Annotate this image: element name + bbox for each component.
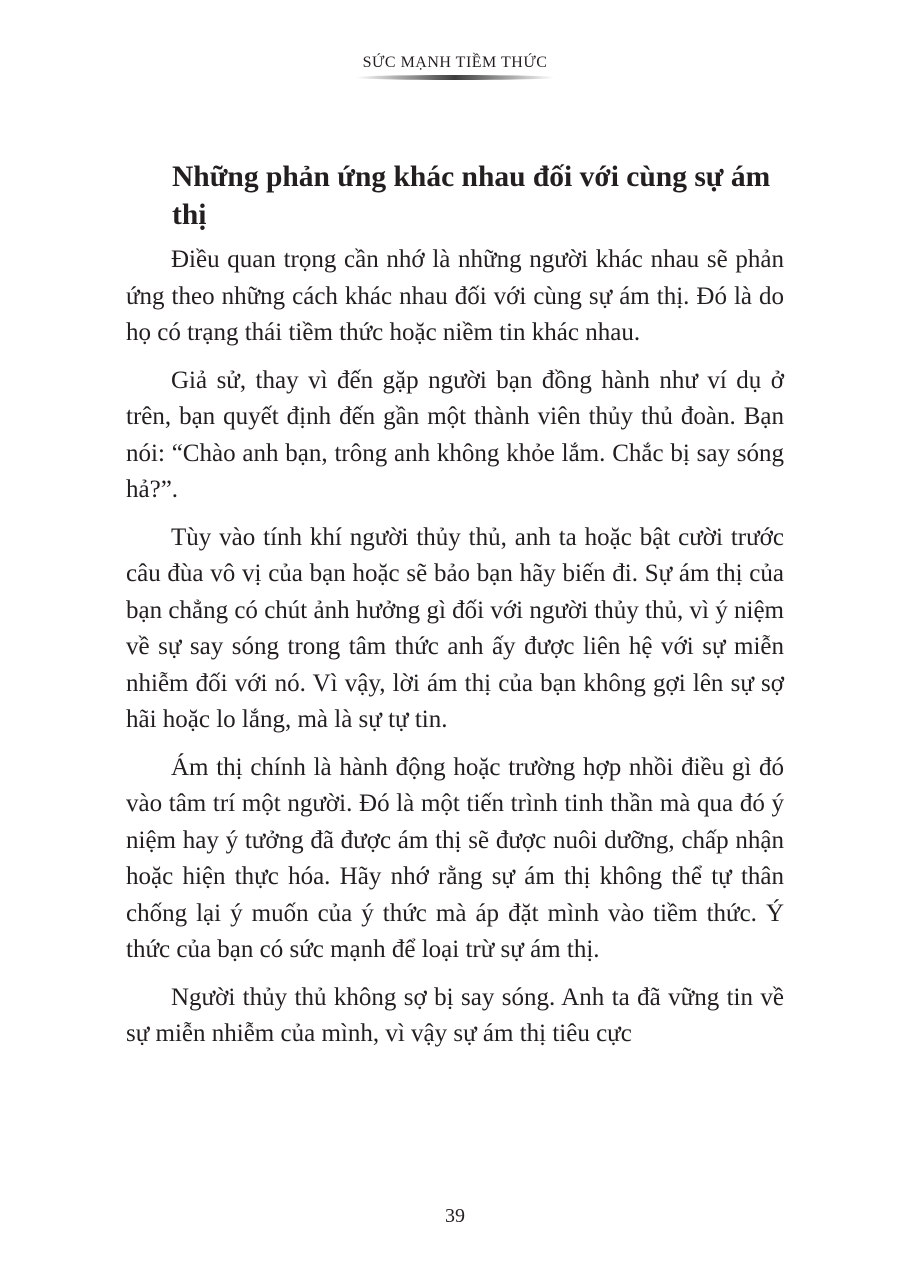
page-number: 39 xyxy=(445,1205,465,1227)
header-ornament-rule xyxy=(355,75,555,80)
page-body xyxy=(126,158,784,1064)
paragraph: Ám thị chính là hành động hoặc trường hợp nhồi điều gì đó vào tâm trí một người. Đó là một tiến trình tinh thần mà qua đó ý niệm hay ý tưởng đã được ám thị sẽ được nuôi dưỡng, chấp nhận hoặc hiện thực hóa. Hãy nhớ rằng sự ám thị không thể tự thân chống lại ý muốn của ý thức mà áp đặt mình vào tiềm thức. Ý thức của bạn có sức mạnh để loại trừ sự ám thị. xyxy=(126,753,784,963)
paragraph: Tùy vào tính khí người thủy thủ, anh ta hoặc bật cười trước câu đùa vô vị của bạn hoặc sẽ bảo bạn hãy biến đi. Sự ám thị của bạn chẳng có chút ảnh hưởng gì đối với người thủy thủ, vì ý niệm về sự say sóng trong tâm thức anh ấy được liên hệ với sự miễn nhiễm đối với nó. Vì vậy, lời ám thị của bạn không gợi lên sự sợ hãi hoặc lo lắng, mà là sự tự tin. xyxy=(126,523,784,733)
paragraph: Điều quan trọng cần nhớ là những người khác nhau sẽ phản ứng theo những cách khác nhau đối với cùng sự ám thị. Đó là do họ có trạng thái tiềm thức hoặc niềm tin khác nhau. xyxy=(126,246,784,346)
paragraph: Người thủy thủ không sợ bị say sóng. Anh ta đã vững tin về sự miễn nhiễm của mình, vì vậy sự ám thị tiêu cực xyxy=(126,983,784,1047)
section-heading: Những phản ứng khác nhau đối với cùng sự ám thị xyxy=(172,161,771,231)
paragraph: Giả sử, thay vì đến gặp người bạn đồng hành như ví dụ ở trên, bạn quyết định đến gần một thành viên thủy thủ đoàn. Bạn nói: “Chào anh bạn, trông anh không khỏe lắm. Chắc bị say sóng hả?”. xyxy=(126,366,784,503)
running-header: SỨC MẠNH TIỀM THỨC xyxy=(362,54,548,71)
